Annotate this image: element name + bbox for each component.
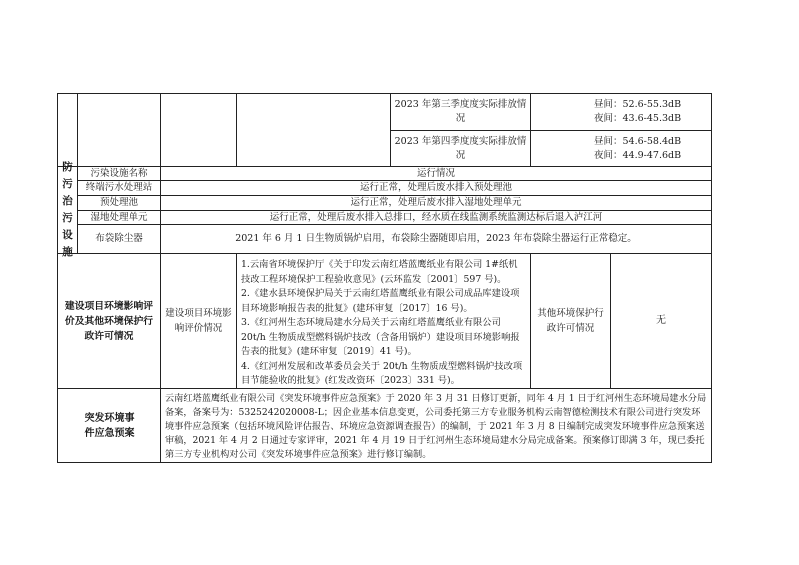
rule (711, 93, 712, 463)
q4-label (391, 131, 530, 166)
facility-name: 预处理池 (99, 197, 138, 208)
section-char: 施 (62, 246, 73, 258)
eia-approval-item: 4.《红河州发展和改革委员会关于 20t/h 生物质成型燃料锅炉技改项目节能验收的批复》(红发改资环〔2023〕331 号)。 (241, 360, 523, 386)
rule (236, 93, 237, 166)
section-char: 设 (62, 229, 73, 241)
q3-values (592, 94, 710, 130)
q4-day-value: 昼间：54.6-58.4dB (594, 135, 682, 147)
facility-name: 布袋除尘器 (95, 233, 143, 244)
facility-status: 运行正常，处理后废水排入总排口，经水质在线监测系统监测达标后退入泸江河 (269, 211, 603, 223)
q4-night-value: 夜间：44.9-47.6dB (594, 149, 682, 161)
section-char: 污 (62, 178, 73, 190)
eia-sub-label: 建设项目环境影响评价情况 (165, 308, 232, 334)
eia-approval-item: 2.《建水县环境保护局关于云南红塔蓝鹰纸业有限公司成品库建设项目环境影响报告表的批复》(建环审复〔2017〕16 号)。 (241, 288, 520, 314)
section-char: 防 (62, 161, 73, 173)
q3-label-text: 2023 年第三季度度实际排放情况 (394, 99, 527, 124)
section-char: 治 (62, 195, 73, 207)
rule (160, 93, 161, 166)
eia-approval-item: 3.《红河州生态环境局建水分局关于云南红塔蓝鹰纸业有限公司 20t/h 生物质成型燃料锅炉技改（含备用锅炉）建设项目环境影响报告表的批复》(建环审复〔2019〕41 号)。 (241, 317, 520, 357)
facility-name: 终端污水处理站 (85, 182, 153, 193)
other-permit-label: 其他环境保护行政许可情况 (537, 308, 604, 334)
rule (530, 93, 531, 166)
rule (57, 462, 712, 463)
facility-status: 运行正常，处理后废水排入湿地处理单元 (350, 197, 522, 208)
eia-section-title: 建设项目环境影响评价及其他环境保护行政许可情况 (64, 300, 154, 342)
q3-label (391, 94, 530, 130)
q4-label-text: 2023 年第四季度度实际排放情况 (394, 135, 527, 161)
q3-day-value: 昼间：52.6-55.3dB (594, 99, 682, 110)
rule (57, 93, 58, 463)
facility-name: 湿地处理单元 (90, 211, 148, 223)
emergency-section-title: 突发环境事件应急预案 (84, 412, 135, 439)
facility-status: 2021 年 6 月 1 日生物质锅炉启用，布袋除尘器随即启用，2023 年布袋除尘器运行正常稳定。 (235, 233, 637, 244)
eia-approval-item: 1.云南省环境保护厅《关于印发云南红塔蓝鹰纸业有限公司 1#纸机技改工程环境保护工程验收意见》(云环监发〔2001〕597 号)。 (241, 259, 518, 285)
facility-name-header: 污染设施名称 (90, 167, 148, 179)
facility-status: 运行正常，处理后废水排入预处理池 (359, 182, 512, 193)
section-char: 污 (62, 212, 73, 224)
prevention-section-label (58, 161, 77, 258)
q4-values (592, 131, 710, 166)
eia-approval-list (237, 254, 530, 388)
other-permit-value: 无 (656, 315, 666, 326)
facility-status-header: 运行情况 (416, 167, 455, 179)
emergency-plan-text: 云南红塔蓝鹰纸业有限公司《突发环境事件应急预案》于 2020 年 3 月 31 日修订更新，同年 4 月 1 日于红河州生态环境局建水分局备案，备案号为：5325242020008-L；因企业基本信息变更，公司委托第三方专业服务机构云南智德检测技术有限公司进行突发环境事件应急预案（包括环境风险评估报告、环境应急资源调查报告）的编制，于 2021 年 3 月 8 日编制完成突发环境事件应急预案送审稿，2021 年 4 月 2 日通过专家评审，2021 年 4 月 19 日于红河州生态环境局建水分局完成备案。预案修订即满 3 年，现已委托第三方专业机构对公司《突发环境事件应急预案》进行修订编制。 (165, 393, 707, 460)
q3-night-value: 夜间：43.6-45.3dB (594, 113, 682, 124)
